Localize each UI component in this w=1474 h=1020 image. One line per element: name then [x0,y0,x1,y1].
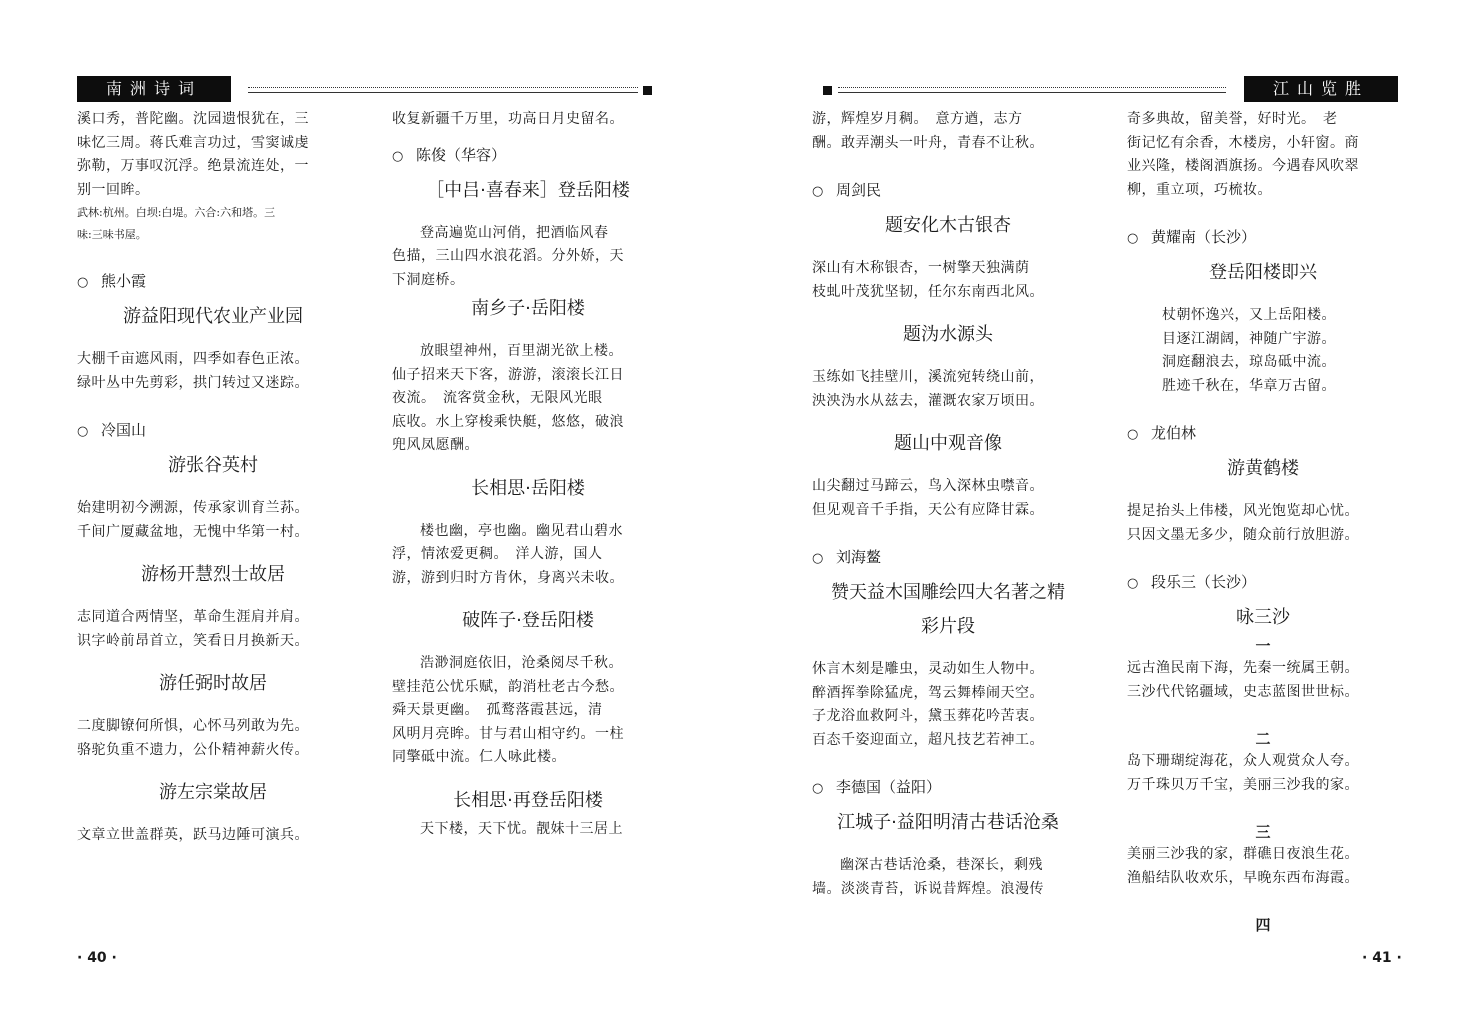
page-number-left: · 40 · [77,950,117,966]
author-name [812,546,1084,570]
circle-bullet-icon: ○ [812,781,824,796]
header-rule [248,92,638,93]
circle-bullet-icon: ○ [77,275,89,290]
author-label: 段乐三（长沙） [1151,573,1257,591]
poem-line: 醉酒挥拳除猛虎，驾云舞棒闹天空。 [812,684,1044,701]
section-numeral: 三 [1255,823,1271,841]
author-name [77,270,349,294]
poem-line: 风明月亮眸。甘与君山相守约。一柱 [392,725,624,742]
circle-bullet-icon: ○ [77,424,89,439]
poem-line: 目逐江湖阔，神随广宇游。 [1162,330,1336,347]
author-label: 熊小霞 [101,272,147,290]
annotation-note: 武林:杭州。白坝:白堤。六合:六和塔。三 [77,206,276,219]
author-label: 黄耀南（长沙） [1151,228,1257,246]
left-page-header: 南洲诗词 [77,76,231,102]
poem-title: 游左宗棠故居 [159,782,267,803]
poem-title: 游张谷英村 [168,455,258,476]
circle-bullet-icon: ○ [1127,576,1139,591]
poem-line: 深山有木称银杏，一树擎天独满荫 [812,260,1030,276]
poem-line: 仙子招来天下客，游游，滚滚长江日 [392,366,624,383]
poem-line: 舜天景更幽。 孤鹜落霞甚远，清 [392,702,603,718]
section-numeral: 二 [1255,730,1271,748]
poem-line: 放眼望神州，百里湖光欲上楼。 [420,343,623,359]
poem-line: 渔船结队收欢乐，早晚东西布海霞。 [1127,869,1359,886]
author-name [1127,571,1399,595]
poem-line: 绿叶丛中先剪彩，拱门转过又迷踪。 [77,374,309,391]
header-square-marker [823,86,832,95]
poem-line: 始建明初今溯源，传承家训育兰荪。 [77,500,309,516]
poem-line: 楼也幽，亭也幽。幽见君山碧水 [420,522,623,539]
poem-title: 江城子·益阳明清古巷话沧桑 [837,812,1059,833]
poem-line: 底收。水上穿梭乘快艇，悠悠，破浪 [392,413,624,430]
poem-line: 夜流。 流客赏金秋，无限风光眼 [392,390,603,406]
left-page-column-1 [77,108,349,848]
poem-line: 游，游到归时方肯休，身离兴未收。 [392,569,624,586]
header-square-marker [643,86,652,95]
author-name [812,179,1084,203]
poem-title: 南乡子·岳阳楼 [471,298,585,319]
poem-line: 幽深古巷话沧桑，巷深长，剩残 [840,857,1043,873]
poem-title: 登岳阳楼即兴 [1209,262,1317,283]
poem-line: 胜迹千秋在，华章万古留。 [1162,377,1336,394]
poem-line: 弥勒，万事叹沉浮。绝景流连处，一 [77,158,309,174]
circle-bullet-icon: ○ [812,184,824,199]
poem-line: 骆驼负重不遗力，公仆精神薪火传。 [77,741,309,758]
poem-line: 街记忆有余香，木楼房，小轩窗。商 [1127,134,1359,151]
poem-line: 岛下珊瑚绽海花，众人观赏众人夸。 [1127,753,1359,769]
poem-line: 收复新疆千万里，功高日月史留名。 [392,111,624,127]
poem-line: 山尖翻过马蹄云，鸟入深林虫噤音。 [812,478,1044,494]
author-name [1127,226,1399,250]
author-label: 陈俊（华容） [416,145,507,164]
poem-line: 只因文墨无多少，随众前行放胆游。 [1127,526,1359,543]
poem-line: 酬。敢弄潮头一叶舟，青春不让秋。 [812,134,1044,151]
poem-title: 咏三沙 [1236,607,1290,628]
section-numeral: 四 [1255,916,1271,934]
poem-line: 休言木刻是雕虫，灵动如生人物中。 [812,661,1044,677]
poem-title: 题山中观音像 [894,433,1002,454]
header-rule [248,87,638,88]
header-rule [838,92,1226,93]
poem-line: 兜风凤愿酬。 [392,437,479,453]
author-label: 冷国山 [101,421,147,439]
page-number-right: · 41 · [1362,950,1402,966]
poem-line: 天下楼，天下忧。靓妹十三居上 [420,820,623,837]
poem-line: 色描，三山四水浪花滔。分外娇，天 [392,248,624,264]
circle-bullet-icon: ○ [1127,231,1139,246]
poem-title: 游黄鹤楼 [1227,458,1299,479]
poem-line: 枝虬叶茂犹坚韧，任尔东南西北风。 [812,283,1044,300]
poem-line: 大棚千亩遮风雨，四季如春色正浓。 [77,351,309,367]
poem-line: 二度脚镣何所惧，心怀马列敢为先。 [77,718,309,734]
circle-bullet-icon: ○ [1127,427,1139,442]
poem-line: 泱泱沩水从兹去，灌溉农家万顷田。 [812,392,1044,409]
poem-line: 万千珠贝万千宝，美丽三沙我的家。 [1127,776,1359,793]
poem-line: 浩渺洞庭依旧，沧桑阅尽千秋。 [420,655,623,671]
poem-line: 业兴隆，楼阁酒旗扬。今遇春风吹翠 [1127,158,1359,174]
author-name [1127,422,1399,446]
poem-line: 洞庭翻浪去，琼岛砥中流。 [1162,354,1336,370]
poem-line: 子龙浴血救阿斗，黛玉葬花吟苦衷。 [812,708,1044,724]
author-name [812,776,1084,800]
poem-line: 墙。淡淡青苔，诉说昔辉煌。浪漫传 [812,880,1044,897]
poem-line: 提足抬头上伟楼，风光饱览却心忧。 [1127,503,1359,519]
poem-title: 破阵子·登岳阳楼 [462,610,594,631]
section-numeral: 一 [1255,637,1271,655]
circle-bullet-icon: ○ [812,551,824,566]
poem-line: 识字岭前昂首立，笑看日月换新天。 [77,632,309,649]
poem-line: 壁挂范公忧乐赋，韵消杜老古今愁。 [392,678,624,695]
poem-line: 百态千姿迎面立，超凡技艺若神工。 [812,731,1044,748]
poem-line: 三沙代代铭疆域，史志蓝图世世标。 [1127,683,1359,700]
author-label: 龙伯林 [1151,424,1197,442]
poem-title: 游杨开慧烈士故居 [141,564,285,585]
author-name [392,144,664,168]
poem-line: 浮，情浓爱更稠。 洋人游，国人 [392,546,603,562]
poem-title: ［中吕·喜春来］登岳阳楼 [426,179,630,201]
annotation-note: 味:三味书屋。 [77,228,147,241]
header-rule [838,87,1226,88]
poem-title: 游任弼时故居 [159,673,267,694]
poem-line: 别一回眸。 [77,181,150,198]
poem-title: 赞天益木国雕绘四大名著之精 [831,582,1065,603]
poem-line: 奇多典故，留美誉，好时光。 老 [1127,111,1338,127]
poem-line: 柳，重立项，巧梳妆。 [1127,181,1272,198]
poem-title: 彩片段 [921,616,975,637]
right-page-column-2 [1127,108,1399,936]
poem-title: 游益阳现代农业产业园 [123,306,303,327]
poem-line: 游，辉煌岁月稠。 意方遒，志方 [812,111,1023,127]
poem-line: 但见观音千手指，天公有应降甘霖。 [812,501,1044,518]
right-page-column-1 [812,108,1084,901]
author-label: 刘海鳌 [836,548,882,566]
circle-bullet-icon: ○ [392,148,404,164]
poem-title: 题沩水源头 [903,324,993,345]
poem-line: 登高遍览山河俏，把酒临风春 [420,224,609,241]
left-page-column-2 [392,108,664,841]
poem-line: 文章立世盖群英，跃马边陲可演兵。 [77,827,309,843]
poem-title: 题安化木古银杏 [885,215,1011,236]
poem-line: 味忆三周。蒋氏难言功过，雪窦诚虔 [77,134,309,151]
poem-title: 长相思·再登岳阳楼 [453,789,603,811]
poem-line: 同擎砥中流。仁人咏此楼。 [392,749,566,765]
poem-line: 玉练如飞挂壁川，溪流宛转绕山前， [812,369,1044,385]
poem-line: 杖朝怀逸兴，又上岳阳楼。 [1162,307,1336,323]
poem-line: 志同道合两情坚，革命生涯肩并肩。 [77,609,309,625]
poem-line: 美丽三沙我的家，群礁日夜浪生花。 [1127,846,1359,862]
poem-line: 千间广厦藏盆地，无愧中华第一村。 [77,523,309,540]
author-name [77,419,349,443]
poem-line: 溪口秀，普陀幽。沈园遗恨犹在，三 [77,111,309,127]
poem-line: 远古渔民南下海，先秦一统属王朝。 [1127,660,1359,676]
author-label: 李德国（益阳） [836,778,942,796]
poem-line: 下洞庭桥。 [392,271,465,288]
author-label: 周剑民 [836,181,882,199]
right-page-header: 江山览胜 [1244,76,1398,102]
poem-title: 长相思·岳阳楼 [471,477,585,499]
